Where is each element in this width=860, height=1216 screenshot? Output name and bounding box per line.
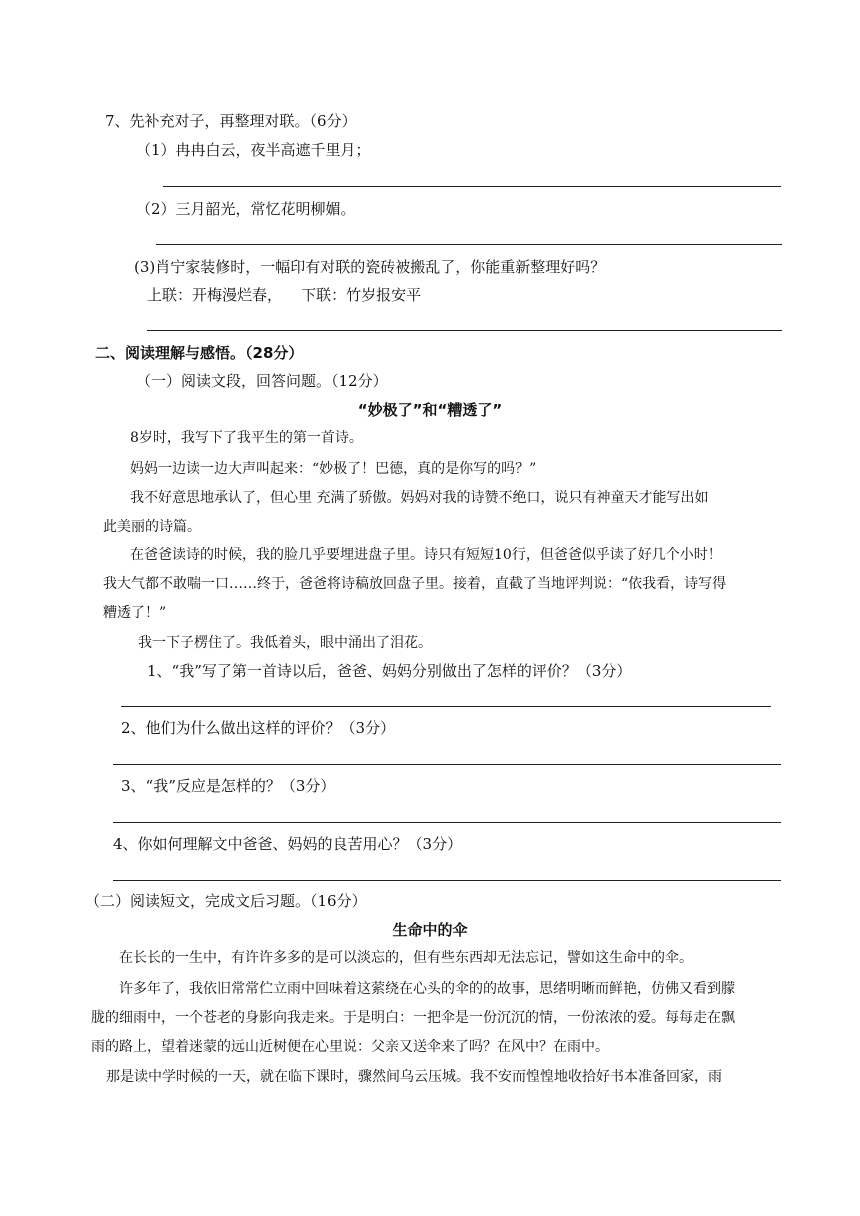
answer-line[interactable] — [113, 764, 781, 765]
story1-paragraph: 我不好意思地承认了，但心里 充满了骄傲。妈妈对我的诗赞不绝口，说只有神童天才能写出如 — [130, 490, 709, 506]
q7-item-3: (3)肖宁家装修时，一幅印有对联的瓷砖被搬乱了，你能重新整理好吗？ — [134, 258, 606, 276]
story2-title: 生命中的伞 — [392, 921, 468, 939]
story2-paragraph: 许多年了，我依旧常常伫立雨中回味着这萦绕在心头的伞的的故事，思绪明晰而鲜艳，仿佛又看到朦 — [119, 981, 735, 997]
story1-paragraph: 我一下子楞住了。我低着头，眼中涌出了泪花。 — [138, 635, 432, 651]
part1-title: （一）阅读文段，回答问题。（12分） — [136, 372, 388, 390]
story1-paragraph-cont: 糟透了！” — [103, 605, 167, 621]
q7-title: 7、先补充对子，再整理对联。（6分） — [105, 112, 357, 130]
answer-line[interactable] — [113, 822, 781, 823]
story1-paragraph: 8岁时，我写下了我平生的第一首诗。 — [130, 430, 363, 446]
story2-paragraph-cont: 雨的路上，望着迷蒙的远山近树便在心里说：父亲又送伞来了吗？在风中？在雨中。 — [91, 1039, 609, 1055]
answer-line[interactable] — [156, 244, 782, 245]
q7-item-1: （1）冉冉白云，夜半高遮千里月； — [136, 141, 371, 159]
answer-line[interactable] — [121, 706, 771, 707]
answer-line[interactable] — [163, 186, 781, 187]
story2-paragraph: 在长长的一生中，有许许多多的是可以淡忘的，但有些东西却无法忘记，譬如这生命中的伞。 — [119, 950, 693, 966]
part1-question-2: 2、他们为什么做出这样的评价？（3分） — [121, 719, 396, 737]
q7-couplet-pairs: 上联：开梅漫烂春， 下联：竹岁报安平 — [147, 286, 422, 304]
story1-paragraph-cont: 我大气都不敢喘一口……终于，爸爸将诗稿放回盘子里。接着，直截了当地评判说：“依我看，诗写得 — [103, 576, 727, 592]
story2-paragraph: 那是读中学时候的一天，就在临下课时，骤然间乌云压城。我不安而惶惶地收拾好书本准备回家，雨 — [106, 1069, 722, 1085]
answer-line[interactable] — [113, 880, 781, 881]
q7-item-2: （2）三月韶光，常忆花明柳媚。 — [136, 200, 356, 218]
part1-question-4: 4、你如何理解文中爸爸、妈妈的良苦用心？（3分） — [113, 835, 463, 853]
story1-title: “妙极了”和“糟透了” — [357, 401, 503, 419]
story2-paragraph-cont: 胧的细雨中，一个苍老的身影向我走来。于是明白：一把伞是一份沉沉的情，一份浓浓的爱。每每走在飘 — [91, 1010, 735, 1026]
part1-question-3: 3、“我”反应是怎样的？（3分） — [121, 777, 336, 795]
story1-paragraph: 在爸爸读诗的时候，我的脸几乎要埋进盘子里。诗只有短短10行，但爸爸似乎读了好几个小时！ — [130, 547, 722, 563]
story1-paragraph-cont: 此美丽的诗篇。 — [103, 519, 201, 535]
part1-question-1: 1、“我”写了第一首诗以后，爸爸、妈妈分别做出了怎样的评价？（3分） — [147, 662, 632, 680]
answer-line[interactable] — [147, 330, 782, 331]
story1-paragraph: 妈妈一边读一边大声叫起来：“妙极了！巴德，真的是你写的吗？” — [130, 461, 537, 477]
part2-title: （二）阅读短文，完成文后习题。（16分） — [85, 892, 367, 910]
section2-title: 二、阅读理解与感悟。（28分） — [95, 344, 304, 362]
